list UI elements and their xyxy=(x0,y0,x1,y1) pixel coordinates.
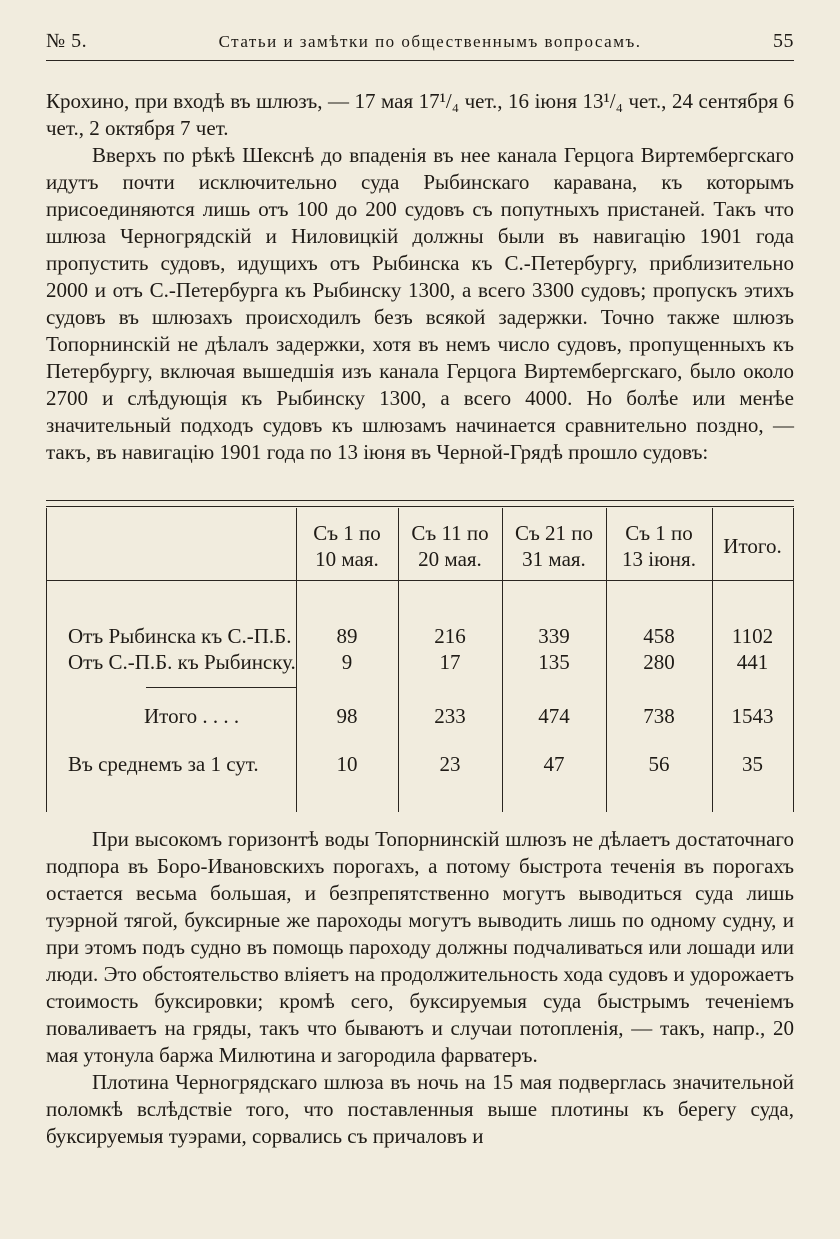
table-cell: 35 xyxy=(742,752,763,776)
table-cell: 339 xyxy=(538,624,570,648)
table-top-rule-inner xyxy=(46,506,794,507)
vessel-count-table xyxy=(46,500,794,812)
table-cell: 17 xyxy=(439,650,461,674)
column-header: Съ 1 по 13 iюня. xyxy=(622,521,696,571)
table-cell: 89 xyxy=(336,624,358,648)
paragraph-4: Плотина Черногрядскаго шлюза въ ночь на 15 мая подверглась значительной поломкѣ вслѣдствiе того, что поставленныя выше плотины къ берегу суда, буксируемыя туэрами, сорвались съ причаловъ и xyxy=(46,1070,794,1148)
table-cell: 233 xyxy=(434,704,466,728)
table-cell: 738 xyxy=(643,704,675,728)
column-header-total: Итого. xyxy=(723,534,782,558)
paragraph-1: Крохино, при входѣ въ шлюзъ, — 17 мая 17¹/₄ чет., 16 iюня 13¹/₄ чет., 24 сентября 6 чет., 2 октября 7 чет. xyxy=(46,89,794,140)
issue-number: № 5. xyxy=(46,30,88,52)
row-label-total: Итого . . . . xyxy=(144,704,240,728)
table-cell: 474 xyxy=(538,704,570,728)
header-rule xyxy=(46,60,794,61)
row-label: Отъ С.-П.Б. къ Рыбинску. xyxy=(68,650,296,674)
column-header: Съ 1 по 10 мая. xyxy=(313,521,381,571)
table-cell: 47 xyxy=(543,752,565,776)
table-cell: 56 xyxy=(648,752,670,776)
table-cell: 441 xyxy=(736,650,769,674)
table-cell: 458 xyxy=(643,624,675,648)
column-header: Съ 11 по 20 мая. xyxy=(411,521,489,571)
table-cell: 98 xyxy=(336,704,358,728)
running-header xyxy=(46,30,794,53)
table-cell: 1102 xyxy=(731,624,774,648)
column-header: Съ 21 по 31 мая. xyxy=(514,521,594,571)
page-number: 55 xyxy=(773,30,794,52)
running-title: Статьи и замѣтки по общественнымъ вопросамъ. xyxy=(218,32,642,51)
table-cell: 135 xyxy=(538,650,570,674)
row-label: Отъ Рыбинска къ С.-П.Б. xyxy=(68,624,292,648)
table-top-rule xyxy=(46,500,794,501)
table-cell: 9 xyxy=(341,650,353,674)
table-border-right xyxy=(793,508,794,812)
sum-rule xyxy=(146,687,296,688)
paragraph-2: Вверхъ по рѣкѣ Шекснѣ до впаденiя въ нее канала Герцога Виртембергскаго идутъ почти исключительно суда Рыбинскаго каравана, къ которымъ присоединяются лишь отъ 100 до 200 судовъ съ попутныхъ пристаней. Такъ что шлюза Черногрядскiй и Ниловицкiй должны были въ навигацiю 1901 года пропустить судовъ, идущихъ отъ Рыбинска къ С.-Петербургу, приблизительно 2000 и отъ С.-Петербурга къ Рыбинску 1300, а всего 3300 судовъ; пропускъ этихъ судовъ въ шлюзахъ происходилъ безъ всякой задержки. Точно также шлюзъ Топорнинскiй не дѣлалъ задержки, хотя въ немъ число судовъ, пропущенныхъ къ Петербургу, включая вышедшiя изъ канала Герцога Виртембергскаго, было около 2700 и слѣдующiя къ Рыбинску 1300, а всего 4000. Но болѣе или менѣе значительный подходъ судовъ къ шлюзамъ начинается сравнительно поздно, — такъ, въ навигацiю 1901 года по 13 iюня въ Черной-Грядѣ прошло судовъ: xyxy=(46,143,794,464)
table-cell: 10 xyxy=(336,752,358,776)
table-cell: 23 xyxy=(439,752,461,776)
table-border-left xyxy=(46,508,47,812)
row-label-average: Въ среднемъ за 1 сут. xyxy=(68,752,259,776)
table-cell: 280 xyxy=(643,650,675,674)
table-cell: 216 xyxy=(434,624,466,648)
table-header-rule xyxy=(46,580,794,581)
table-cell: 1543 xyxy=(731,704,774,728)
paragraph-3: При высокомъ горизонтѣ воды Топорнинскiй шлюзъ не дѣлаетъ достаточнаго подпора въ Боро-Ивановскихъ порогахъ, а потому быстрота теченiя въ порогахъ остается весьма большая, и безпрепятственно могутъ выводиться суда лишь туэрной тягой, буксирные же пароходы могутъ выводить лишь по одному судну, и при этомъ подъ судно въ помощь пароходу должны подчаливаться или лошади или люди. Это обстоятельство влiяетъ на продолжительность хода судовъ и удорожаетъ стоимость буксировки; кромѣ сего, буксируемыя суда быстрымъ теченiемъ поваливаетъ на гряды, такъ что бываютъ и случаи потопленiя, — такъ, напр., 20 мая утонула баржа Милютина и загородила фарватеръ. xyxy=(46,827,794,1067)
